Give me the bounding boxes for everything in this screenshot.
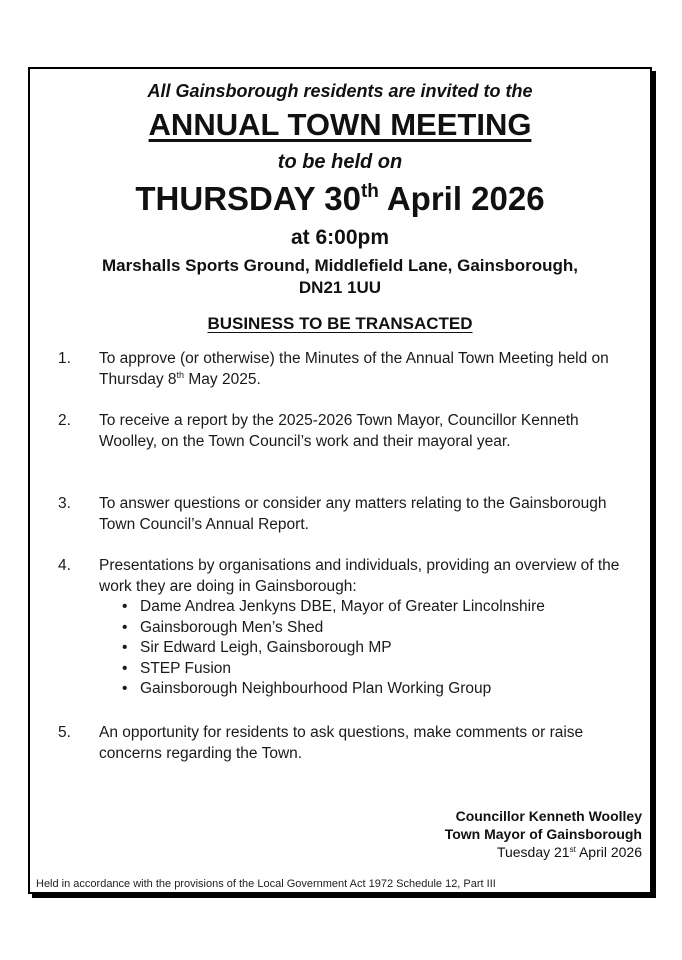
presenter-item xyxy=(120,638,630,659)
signature-date-day: Tuesday 21 xyxy=(496,844,570,860)
signature-date-month-year: April 2026 xyxy=(575,844,642,860)
held-on-line: to be held on xyxy=(277,151,403,173)
date-suffix: th xyxy=(360,181,379,202)
agenda-item-1 xyxy=(30,349,650,390)
bullet-icon: • xyxy=(122,659,128,677)
item-text: To receive a report by the 2025-2026 Town Mayor, Councillor Kenneth Woolley, on the Town Council’s work and their mayoral year. xyxy=(99,412,579,450)
item-text-suffix: th xyxy=(176,369,185,380)
item-text: To answer questions or consider any matters relating to the Gainsborough Town Council’s Annual Report. xyxy=(99,495,607,533)
legal-footer: Held in accordance with the provisions of the Local Government Act 1972 Schedule 12, Part III xyxy=(36,878,496,890)
signature-date xyxy=(445,843,642,861)
presenters-list xyxy=(99,597,630,700)
presenter-name: Gainsborough Men’s Shed xyxy=(140,618,324,636)
presenter-name: Sir Edward Leigh, Gainsborough MP xyxy=(140,639,392,656)
presenter-item xyxy=(120,618,630,639)
agenda-item-3 xyxy=(30,494,650,535)
item-number: 3. xyxy=(58,495,71,512)
presenter-name: Gainsborough Neighbourhood Plan Working Group xyxy=(140,680,492,697)
bullet-icon: • xyxy=(122,680,128,697)
signatory-role: Town Mayor of Gainsborough xyxy=(444,826,642,842)
presenter-item xyxy=(120,659,630,680)
item-text: To approve (or otherwise) the Minutes of the Annual Town Meeting held on Thursday 8 xyxy=(99,350,609,388)
meeting-title xyxy=(30,107,650,143)
presenter-item xyxy=(120,679,630,700)
venue-line-1: Marshalls Sports Ground, Middlefield Lane, Gainsborough, xyxy=(101,256,579,275)
business-heading xyxy=(30,314,650,334)
agenda-item-4 xyxy=(30,556,650,700)
date-month-year: April 2026 xyxy=(378,180,545,217)
item-number: 2. xyxy=(58,412,71,429)
item-number: 4. xyxy=(58,557,71,574)
presenter-name: STEP Fusion xyxy=(140,659,232,677)
signature-date-suffix: st xyxy=(569,845,576,854)
meeting-title-text: ANNUAL TOWN MEETING xyxy=(148,107,532,142)
meeting-time: at 6:00pm xyxy=(290,226,390,249)
item-number: 1. xyxy=(58,350,71,367)
item-text-end: May 2025. xyxy=(184,370,261,388)
item-number: 5. xyxy=(58,724,71,741)
agenda-item-2 xyxy=(30,411,650,452)
date-day: THURSDAY 30 xyxy=(135,180,361,217)
intro-line: All Gainsborough residents are invited to the xyxy=(147,81,533,101)
notice-box xyxy=(28,67,652,894)
agenda-item-5 xyxy=(30,723,650,764)
signatory-name: Councillor Kenneth Woolley xyxy=(455,808,642,824)
bullet-icon: • xyxy=(122,639,128,656)
presenter-item xyxy=(120,597,630,618)
bullet-icon: • xyxy=(122,618,128,636)
presenter-name: Dame Andrea Jenkyns DBE, Mayor of Greater Lincolnshire xyxy=(140,598,545,615)
item-text: Presentations by organisations and individuals, providing an overview of the work they are doing in Gainsborough: xyxy=(99,557,620,595)
bullet-icon: • xyxy=(122,598,128,615)
venue-postcode: DN21 1UU xyxy=(298,278,382,297)
meeting-venue xyxy=(30,255,650,299)
signature-block xyxy=(445,807,642,861)
meeting-date xyxy=(30,180,650,218)
item-text: An opportunity for residents to ask questions, make comments or raise concerns regarding the Town. xyxy=(99,724,584,762)
business-heading-text: BUSINESS TO BE TRANSACTED xyxy=(207,314,473,333)
